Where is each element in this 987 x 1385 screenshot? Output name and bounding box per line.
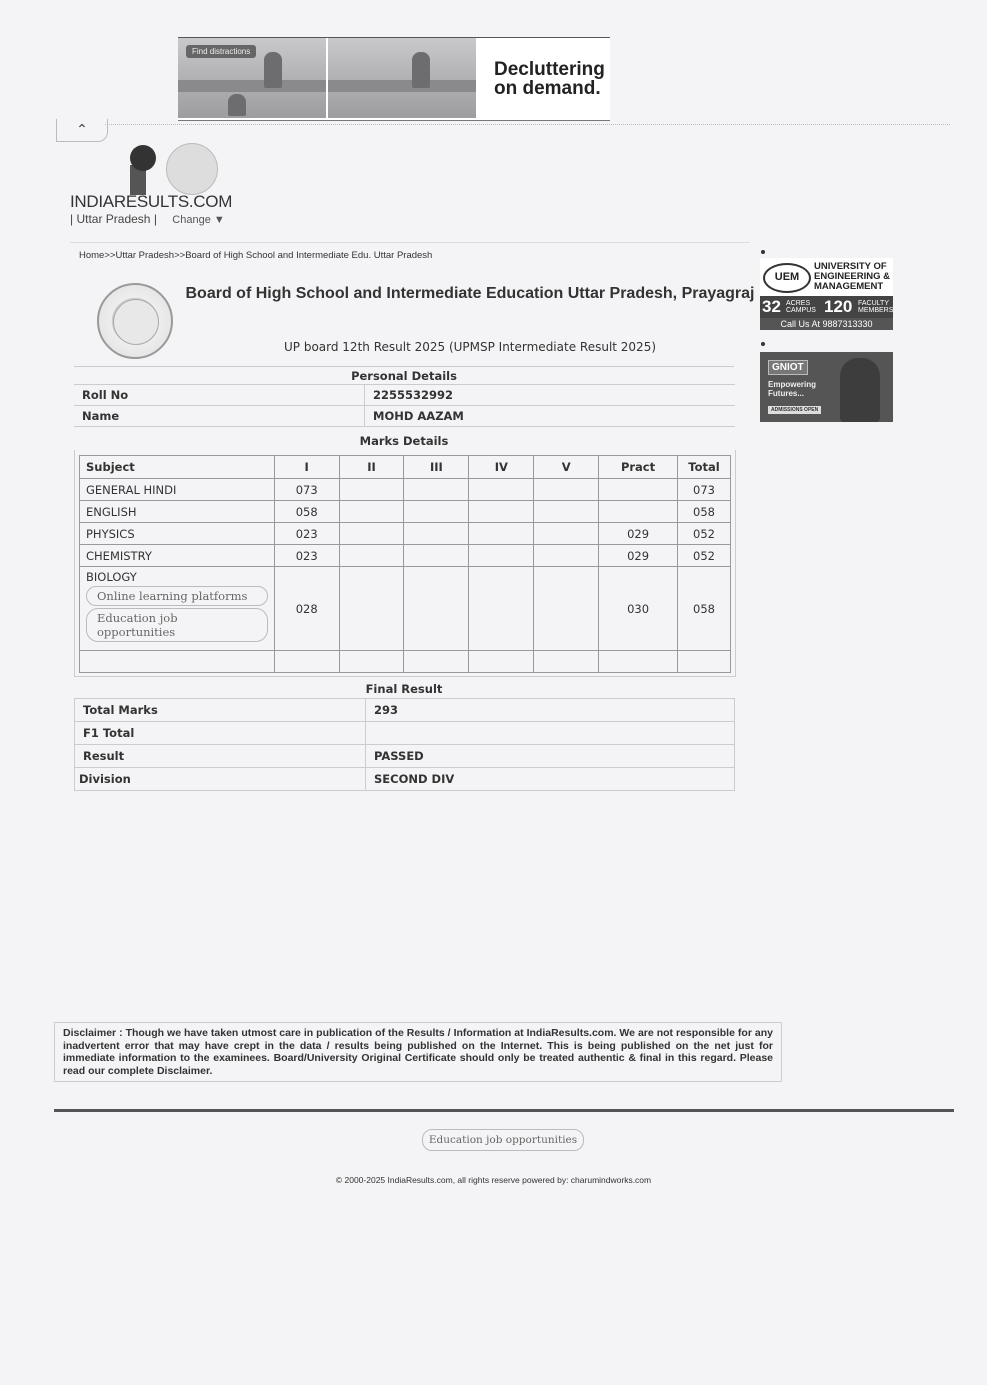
- pract-cell: [599, 501, 678, 523]
- f1-total-value: [366, 722, 735, 745]
- name-label: Name: [74, 406, 365, 427]
- result-label: Result: [75, 745, 366, 768]
- subject-cell: GENERAL HINDI: [80, 479, 275, 501]
- ad-pill[interactable]: Find distractions: [186, 45, 256, 58]
- pract-cell: 029: [599, 523, 678, 545]
- footer-rule: [54, 1109, 954, 1112]
- total-cell: 052: [677, 545, 730, 567]
- f1-total-label: F1 Total: [75, 722, 366, 745]
- col-i: I: [274, 456, 339, 479]
- subject-cell: CHEMISTRY: [80, 545, 275, 567]
- top-banner-ad[interactable]: [178, 37, 610, 121]
- uem-stats: 32 ACRES CAMPUS 120 FACULTY MEMBERS: [762, 297, 894, 316]
- table-row: [80, 567, 731, 651]
- roll-value: 2255532992: [365, 385, 736, 406]
- personal-details-heading: Personal Details: [74, 366, 734, 385]
- col-iv: IV: [469, 456, 534, 479]
- mark-i-cell: 023: [274, 545, 339, 567]
- col-total: Total: [677, 456, 730, 479]
- table-row: [75, 699, 735, 722]
- breadcrumb: Home>>Uttar Pradesh>>Board of High School and Intermediate Edu. Uttar Pradesh: [79, 250, 433, 261]
- divider: [105, 124, 950, 125]
- uem-ad[interactable]: [760, 258, 893, 330]
- change-state-link[interactable]: Change ▼: [172, 214, 225, 226]
- roll-label: Roll No: [74, 385, 365, 406]
- table-row: [80, 479, 731, 501]
- subject-cell: PHYSICS: [80, 523, 275, 545]
- bullet-icon: [761, 250, 765, 254]
- uem-name: UNIVERSITY OF ENGINEERING & MANAGEMENT: [814, 261, 891, 292]
- marks-table: [79, 455, 731, 673]
- table-row: [80, 523, 731, 545]
- table-row: [80, 651, 731, 673]
- pract-cell: 029: [599, 545, 678, 567]
- state-label: | Uttar Pradesh |: [70, 212, 157, 226]
- subject-cell: ENGLISH: [80, 501, 275, 523]
- collapse-button[interactable]: [56, 119, 108, 142]
- subject-cell: BIOLOGY Online learning platforms Education job opportunities: [80, 567, 275, 651]
- marks-container: [74, 450, 736, 677]
- gniot-admission: ADMISSIONS OPEN: [768, 406, 821, 414]
- ad-pill-online-learning[interactable]: Online learning platforms: [86, 586, 268, 606]
- ad-headline: Decluttering on demand.: [494, 59, 605, 99]
- mark-i-cell: 058: [274, 501, 339, 523]
- result-value: PASSED: [366, 745, 735, 768]
- copyright: © 2000-2025 IndiaResults.com, all rights reserve powered by: charumindworks.com: [335, 1175, 652, 1185]
- table-header-row: [80, 456, 731, 479]
- chevron-up-icon: ⌃: [76, 122, 88, 138]
- personal-details-table: [74, 384, 735, 427]
- total-marks-value: 293: [366, 699, 735, 722]
- divider: [70, 242, 750, 243]
- total-cell: 073: [677, 479, 730, 501]
- total-marks-label: Total Marks: [75, 699, 366, 722]
- logo-icon: [130, 145, 156, 171]
- bullet-icon: [761, 342, 765, 346]
- final-result-heading: Final Result: [365, 682, 443, 696]
- ad-image-left: [178, 38, 326, 118]
- board-title: Board of High School and Intermediate Education Uttar Pradesh, Prayagraj: [185, 285, 755, 302]
- ad-person-image: [840, 358, 880, 422]
- footer-ad-pill[interactable]: Education job opportunities: [422, 1129, 584, 1151]
- name-value: MOHD AAZAM: [365, 406, 736, 427]
- ad-pill-education-jobs[interactable]: Education job opportunities: [86, 608, 268, 642]
- table-row: [74, 385, 735, 406]
- uem-logo: UEM: [763, 263, 811, 293]
- table-row: [75, 745, 735, 768]
- table-row: [75, 768, 735, 791]
- col-iii: III: [404, 456, 469, 479]
- state-selector: [70, 212, 225, 226]
- pract-cell: [599, 479, 678, 501]
- result-title: UP board 12th Result 2025 (UPMSP Intermediate Result 2025): [284, 340, 657, 354]
- mark-i-cell: 073: [274, 479, 339, 501]
- table-row: [74, 406, 735, 427]
- breadcrumb-current: Board of High School and Intermediate Edu. Uttar Pradesh: [185, 250, 433, 261]
- total-cell: 058: [677, 567, 730, 651]
- division-value: SECOND DIV: [366, 768, 735, 791]
- breadcrumb-home[interactable]: Home: [79, 250, 105, 261]
- breadcrumb-state[interactable]: Uttar Pradesh: [115, 250, 175, 261]
- disclaimer: Disclaimer : Though we have taken utmost care in publication of the Results / Information at IndiaResults.com. We are not responsible for any inadvertent error that may have crept in the data / results being published on the Internet. This is being published on the net just for immediate information to the examinees. Board/University Original Certificate should only be treated authentic & final in this regard. Please read our complete Disclaimer.: [54, 1022, 782, 1082]
- gniot-ad[interactable]: [760, 352, 893, 422]
- mark-i-cell: 023: [274, 523, 339, 545]
- col-subject: Subject: [80, 456, 275, 479]
- uem-call: Call Us At 9887313330: [760, 318, 893, 330]
- gniot-tagline: Empowering Futures...: [768, 380, 817, 398]
- table-row: [75, 722, 735, 745]
- total-cell: 052: [677, 523, 730, 545]
- col-ii: II: [339, 456, 404, 479]
- marks-details-heading: Marks Details: [359, 434, 449, 448]
- pract-cell: 030: [599, 567, 678, 651]
- mark-i-cell: 028: [274, 567, 339, 651]
- table-row: [80, 545, 731, 567]
- total-cell: 058: [677, 501, 730, 523]
- division-label: Division: [75, 768, 366, 791]
- ad-image-right: [328, 38, 476, 118]
- col-pract: Pract: [599, 456, 678, 479]
- col-v: V: [534, 456, 599, 479]
- final-result-table: [74, 698, 735, 791]
- table-row: [80, 501, 731, 523]
- board-seal-icon: [97, 283, 173, 359]
- gniot-logo: GNIOT: [768, 360, 808, 375]
- site-logo[interactable]: INDIARESULTS.COM: [70, 192, 233, 211]
- up-map-icon: [166, 143, 218, 195]
